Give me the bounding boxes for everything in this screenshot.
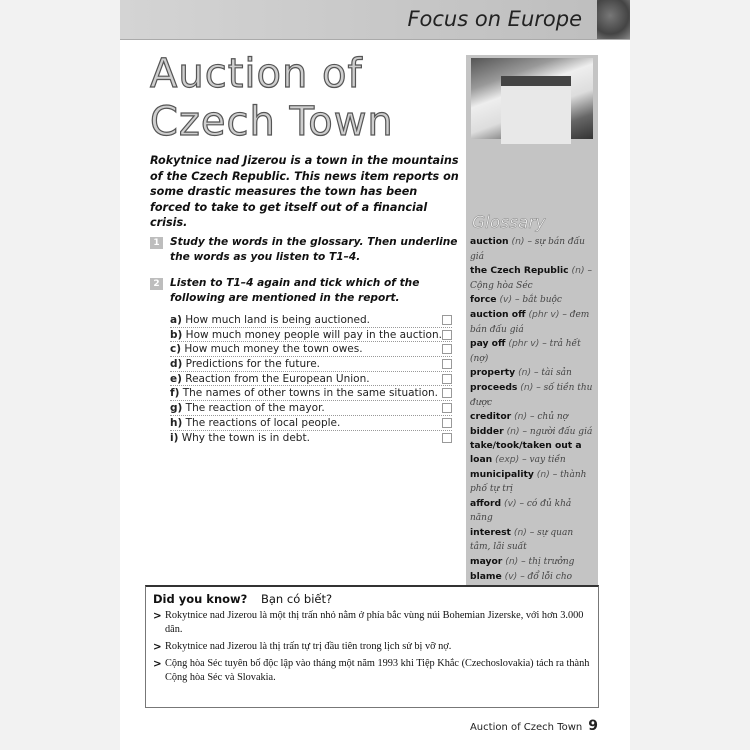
title-line-2: Czech Town <box>150 99 394 145</box>
europe-map-image <box>597 0 630 39</box>
tick-checkbox[interactable] <box>442 403 452 413</box>
task-2 <box>150 276 470 305</box>
glossary-meaning: – sự quan tâm, lãi suất <box>470 527 574 553</box>
glossary-entry <box>470 381 596 410</box>
house-shape <box>501 76 571 144</box>
glossary-meaning: – Cộng hòa Séc <box>470 266 592 291</box>
tick-checkbox[interactable] <box>442 388 452 398</box>
glossary-pos: (n) <box>506 425 520 437</box>
did-you-know-box <box>145 585 599 708</box>
glossary-meaning: – thị trưởng <box>521 557 575 568</box>
glossary-meaning: – vay tiền <box>522 454 566 465</box>
glossary-word: mayor <box>470 556 503 568</box>
item-letter: a) <box>170 314 182 326</box>
town-photo <box>471 58 593 139</box>
item-text: How much money the town owes. <box>184 343 363 356</box>
item-text: How much money people will pay in the auction. <box>185 328 442 341</box>
item-letter: h) <box>170 416 183 429</box>
checklist-item <box>170 431 452 445</box>
glossary-entry <box>470 366 596 381</box>
glossary-entry <box>470 555 596 570</box>
glossary-entry <box>470 468 596 497</box>
glossary-meaning: – có đủ khả năng <box>470 498 572 524</box>
checklist-item <box>170 416 452 431</box>
heading-vi: Bạn có biết? <box>261 592 333 606</box>
task-1 <box>150 235 470 264</box>
glossary-word: proceeds <box>470 381 518 393</box>
task-number: 2 <box>150 278 163 290</box>
footer-label: Auction of Czech Town <box>469 722 583 733</box>
glossary-entry <box>470 293 596 308</box>
tick-checkbox[interactable] <box>442 433 452 443</box>
facts-list <box>153 609 593 688</box>
item-letter: f) <box>170 387 180 400</box>
fact-item: > Rokytnice nad Jizerou là thị trấn tự trị đầu tiên trong lịch sử bị vỡ nợ. <box>153 640 593 654</box>
glossary-pos: (phr v) <box>508 338 540 350</box>
glossary-word: interest <box>470 526 511 538</box>
glossary-entry <box>470 439 596 467</box>
task-text: Study the words in the glossary. Then underline the words as you listen to T1–4. <box>170 236 458 263</box>
item-letter: c) <box>170 343 182 356</box>
glossary-pos: (n) <box>514 411 528 423</box>
tick-checkbox[interactable] <box>442 330 452 340</box>
glossary-meaning: – chủ nợ <box>530 412 569 423</box>
glossary-entry <box>470 264 596 293</box>
checklist-item <box>170 401 452 416</box>
item-text: Predictions for the future. <box>185 358 320 371</box>
section-title: Focus on Europe <box>407 7 582 31</box>
intro-paragraph: Rokytnice nad Jizerou is a town in the mountains of the Czech Republic. This news item reports on some drastic measures the town has been forced to take to get itself out of a financial crisis. <box>150 154 459 229</box>
glossary-pos: (n) <box>513 526 527 538</box>
checklist-item <box>170 328 452 343</box>
page-footer <box>470 718 598 734</box>
item-text: The names of other towns in the same situation. <box>182 387 438 400</box>
glossary-word: force <box>470 294 497 306</box>
tick-checkbox[interactable] <box>442 344 452 354</box>
tick-checkbox[interactable] <box>442 359 452 369</box>
glossary-pos: (v) <box>503 497 517 509</box>
glossary-word: creditor <box>470 411 512 423</box>
glossary-pos: (n) <box>520 381 534 393</box>
item-letter: d) <box>170 358 183 371</box>
checklist-item <box>170 357 452 372</box>
glossary-meaning: – người đấu giá <box>522 426 593 437</box>
fact-item: > Rokytnice nad Jizerou là một thị trấn nhỏ nằm ở phía bắc vùng núi Bohemian Jizerske, với hơn 3.000 dân. <box>153 609 593 637</box>
glossary-word: blame <box>470 570 502 582</box>
glossary-entry <box>470 570 596 585</box>
tick-checkbox[interactable] <box>442 315 452 325</box>
item-letter: b) <box>170 328 183 341</box>
glossary-entry <box>470 425 596 440</box>
section-header <box>120 0 630 40</box>
glossary-meaning: – tài sản <box>533 368 572 379</box>
glossary-entry <box>470 337 596 366</box>
checklist-item <box>170 372 452 387</box>
glossary-pos: (n) <box>536 468 550 480</box>
glossary-word: the Czech Republic <box>470 265 569 277</box>
item-letter: i) <box>170 431 179 444</box>
glossary-pos: (n) <box>511 236 525 247</box>
task-text: Listen to T1–4 again and tick which of the following are mentioned in the report. <box>170 277 420 304</box>
fact-item: > Cộng hòa Séc tuyên bố độc lập vào tháng một năm 1993 khi Tiệp Khắc (Czechoslovakia) tách ra thành Cộng hòa Séc và Slovakia. <box>153 657 593 685</box>
glossary-entry <box>470 308 596 337</box>
glossary-word: municipality <box>470 468 534 480</box>
glossary-word: auction off <box>470 308 526 320</box>
glossary-pos: (n) <box>518 367 532 379</box>
glossary-meaning: – đổ lỗi cho <box>520 571 573 582</box>
item-letter: e) <box>170 372 182 385</box>
title-line-1: Auction of <box>150 51 363 97</box>
glossary-pos: (v) <box>499 294 513 306</box>
glossary-sidebar <box>466 55 598 585</box>
heading-en: Did you know? <box>153 592 248 606</box>
glossary-word: bidder <box>470 425 504 437</box>
item-text: Reaction from the European Union. <box>185 372 370 385</box>
glossary-meaning: – bắt buộc <box>514 295 562 306</box>
glossary-pos: (phr v) <box>528 308 560 320</box>
glossary-entry <box>470 526 596 555</box>
glossary-pos: (n) <box>571 265 585 277</box>
glossary-list <box>470 235 596 584</box>
tick-checkbox[interactable] <box>442 374 452 384</box>
page-title <box>150 50 394 146</box>
glossary-heading: Glossary <box>472 213 546 233</box>
item-text: How much land is being auctioned. <box>185 314 370 326</box>
glossary-word: afford <box>470 497 502 509</box>
glossary-meaning: – số tiền thu được <box>470 382 593 408</box>
glossary-word: auction <box>470 236 509 247</box>
item-text: The reactions of local people. <box>185 416 341 429</box>
textbook-page <box>120 0 630 750</box>
glossary-meaning: – thành phố tự trị <box>470 469 587 495</box>
glossary-word: pay off <box>470 338 506 350</box>
glossary-entry <box>470 235 596 264</box>
checklist <box>170 313 452 444</box>
page-number: 9 <box>588 718 598 734</box>
glossary-word: property <box>470 367 516 379</box>
did-you-know-heading <box>153 592 332 606</box>
glossary-pos: (v) <box>504 570 518 582</box>
glossary-entry <box>470 410 596 425</box>
glossary-meaning: – đem bán đấu giá <box>470 309 590 335</box>
item-letter: g) <box>170 402 183 415</box>
item-text: Why the town is in debt. <box>181 431 310 444</box>
glossary-word: take/took/taken out a loan <box>470 440 582 465</box>
glossary-entry <box>470 497 596 526</box>
glossary-pos: (n) <box>505 556 519 568</box>
item-text: The reaction of the mayor. <box>185 402 325 415</box>
tick-checkbox[interactable] <box>442 418 452 428</box>
checklist-item <box>170 313 452 328</box>
task-number: 1 <box>150 237 163 249</box>
checklist-item <box>170 386 452 401</box>
glossary-pos: (exp) <box>495 453 520 465</box>
glossary-meaning: – sự bán đấu giá <box>470 237 585 262</box>
glossary-meaning: – trả hết (nợ) <box>470 339 581 364</box>
checklist-item <box>170 342 452 357</box>
